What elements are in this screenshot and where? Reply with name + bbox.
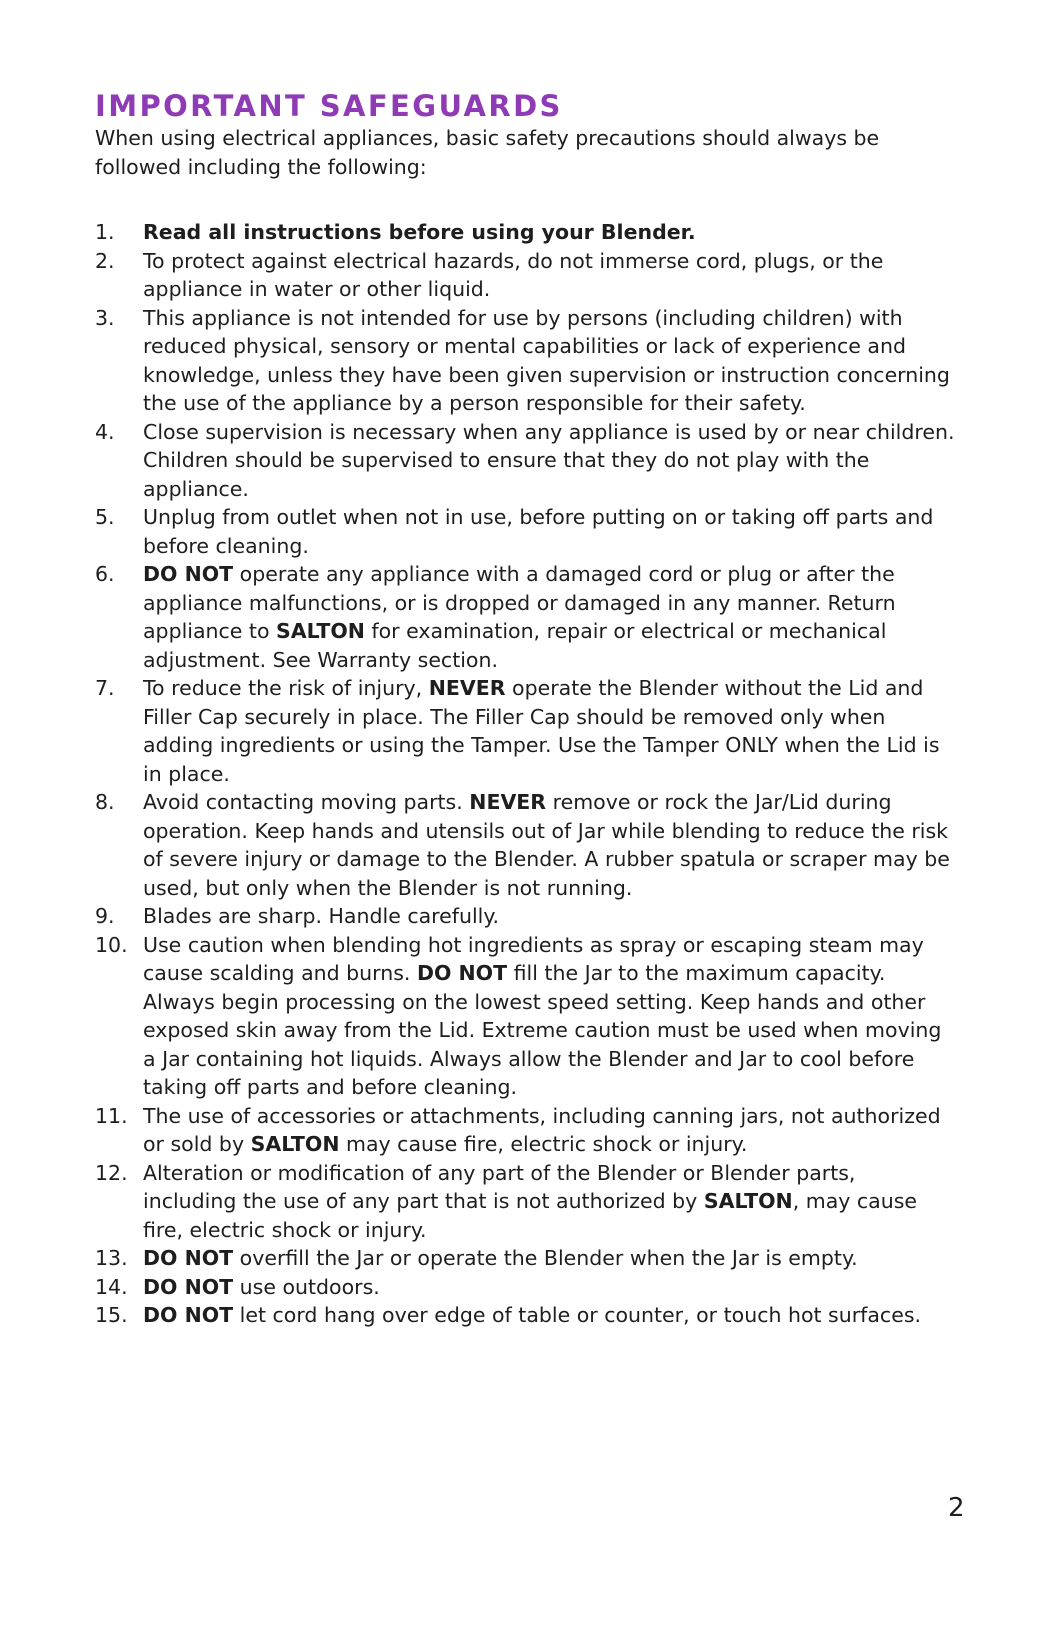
item-number: 7. bbox=[95, 676, 115, 700]
body-text: Avoid contacting moving parts. bbox=[143, 790, 470, 814]
list-item bbox=[95, 674, 955, 788]
list-item bbox=[95, 902, 955, 931]
emphasis-text: DO NOT bbox=[143, 1303, 234, 1327]
emphasis-text: SALTON bbox=[703, 1189, 793, 1213]
emphasis-text: DO NOT bbox=[416, 961, 508, 985]
body-text: Use caution when blending hot ingredients as spray or escaping steam may cause scalding and burns. bbox=[143, 932, 924, 985]
body-text: let cord hang over edge of table or counter, or touch hot surfaces. bbox=[233, 1303, 922, 1327]
item-number: 5. bbox=[95, 505, 115, 529]
intro-paragraph: When using electrical appliances, basic safety precautions should always be followed including the following: bbox=[95, 126, 880, 179]
item-text bbox=[143, 560, 955, 674]
item-text bbox=[143, 247, 955, 304]
emphasis-text: SALTON bbox=[276, 619, 365, 643]
emphasis-text: DO NOT bbox=[143, 1274, 234, 1299]
item-number: 10. bbox=[95, 932, 128, 957]
item-number: 9. bbox=[95, 904, 115, 928]
body-text: Unplug from outlet when not in use, before putting on or taking off parts and before cleaning. bbox=[143, 505, 934, 558]
list-item bbox=[95, 788, 955, 902]
body-text: To protect against electrical hazards, do not immerse cord, plugs, or the appliance in water or other liquid. bbox=[143, 248, 884, 301]
body-text: Close supervision is necessary when any appliance is used by or near children. Children should be supervised to ensure that they do not play with the appliance. bbox=[143, 419, 955, 501]
list-item bbox=[95, 418, 955, 504]
body-text: operate any appliance with a damaged cord or plug or after the appliance malfunctions, or is dropped or damaged in any manner. Return appliance to bbox=[143, 562, 896, 643]
item-text bbox=[143, 788, 955, 902]
body-text: Blades are sharp. Handle carefully. bbox=[143, 904, 500, 928]
list-item bbox=[95, 1244, 955, 1273]
body-text: for examination, repair or electrical or mechanical adjustment. See Warranty section. bbox=[143, 619, 887, 672]
item-number: 12. bbox=[95, 1160, 128, 1185]
body-text: To reduce the risk of injury, bbox=[143, 676, 429, 700]
body-text: fill the Jar to the maximum capacity. Always begin processing on the lowest speed setting. Keep hands and other exposed skin away from the Lid. Extreme caution must be used when moving a Jar containing hot liquids. Always allow the Blender and Jar to cool before taking off parts and before cleaning. bbox=[143, 961, 942, 1099]
list-item bbox=[95, 931, 955, 1102]
body-text: overfill the Jar or operate the Blender when the Jar is empty. bbox=[233, 1246, 858, 1270]
list-item bbox=[95, 503, 955, 560]
item-number: 3. bbox=[95, 305, 115, 330]
emphasis-text: DO NOT bbox=[143, 562, 234, 586]
emphasis-text: Read all instructions before using your Blender. bbox=[143, 220, 696, 244]
item-text bbox=[143, 902, 955, 931]
item-number: 2. bbox=[95, 248, 115, 273]
item-text bbox=[143, 1273, 955, 1302]
item-number: 6. bbox=[95, 562, 115, 586]
page-number: 2 bbox=[948, 1493, 965, 1523]
item-number: 13. bbox=[95, 1246, 128, 1270]
list-item bbox=[95, 247, 955, 304]
safeguards-list bbox=[95, 218, 955, 1330]
list-item bbox=[95, 1159, 955, 1245]
emphasis-text: SALTON bbox=[250, 1132, 340, 1156]
item-text bbox=[143, 1159, 955, 1245]
body-text: The use of accessories or attachments, including canning jars, not authorized or sold by bbox=[143, 1103, 941, 1156]
body-text: , may cause fire, electric shock or injury. bbox=[143, 1189, 918, 1242]
list-item bbox=[95, 304, 955, 418]
item-text bbox=[143, 418, 955, 504]
body-text: use outdoors. bbox=[233, 1274, 380, 1299]
list-item bbox=[95, 1273, 955, 1302]
item-number: 8. bbox=[95, 790, 115, 814]
item-text bbox=[143, 674, 955, 788]
list-item bbox=[95, 218, 955, 247]
item-number: 14. bbox=[95, 1274, 128, 1299]
emphasis-text: DO NOT bbox=[143, 1246, 234, 1270]
item-number: 15. bbox=[95, 1303, 128, 1327]
list-item bbox=[95, 1301, 955, 1330]
document-page bbox=[95, 88, 955, 1330]
item-number: 4. bbox=[95, 419, 115, 444]
item-text bbox=[143, 1244, 955, 1273]
body-text: Alteration or modification of any part of the Blender or Blender parts, including the use of any part that is not authorized by bbox=[143, 1160, 856, 1213]
list-item bbox=[95, 1102, 955, 1159]
body-text: operate the Blender without the Lid and Filler Cap securely in place. The Filler Cap should be removed only when adding ingredients or using the Tamper. Use the Tamper ONLY when the Lid is in place. bbox=[143, 676, 940, 786]
item-text bbox=[143, 1102, 955, 1159]
item-text bbox=[143, 218, 955, 247]
body-text: may cause fire, electric shock or injury. bbox=[339, 1132, 748, 1156]
item-text bbox=[143, 304, 955, 418]
item-number: 1. bbox=[95, 220, 115, 244]
item-text bbox=[143, 1301, 955, 1330]
item-text bbox=[143, 503, 955, 560]
emphasis-text: NEVER bbox=[428, 676, 506, 700]
body-text: This appliance is not intended for use by persons (including children) with reduced physical, sensory or mental capabilities or lack of experience and knowledge, unless they have been given supervision or instruction concerning the use of the appliance by a person responsible for their safety. bbox=[143, 305, 950, 415]
item-text bbox=[143, 931, 955, 1102]
list-item bbox=[95, 560, 955, 674]
page-title: IMPORTANT SAFEGUARDS bbox=[95, 89, 563, 123]
emphasis-text: NEVER bbox=[469, 790, 547, 814]
item-number: 11. bbox=[95, 1103, 128, 1128]
body-text: remove or rock the Jar/Lid during operation. Keep hands and utensils out of Jar while blending to reduce the risk of severe injury or damage to the Blender. A rubber spatula or scraper may be used, but only when the Blender is not running. bbox=[143, 790, 950, 900]
